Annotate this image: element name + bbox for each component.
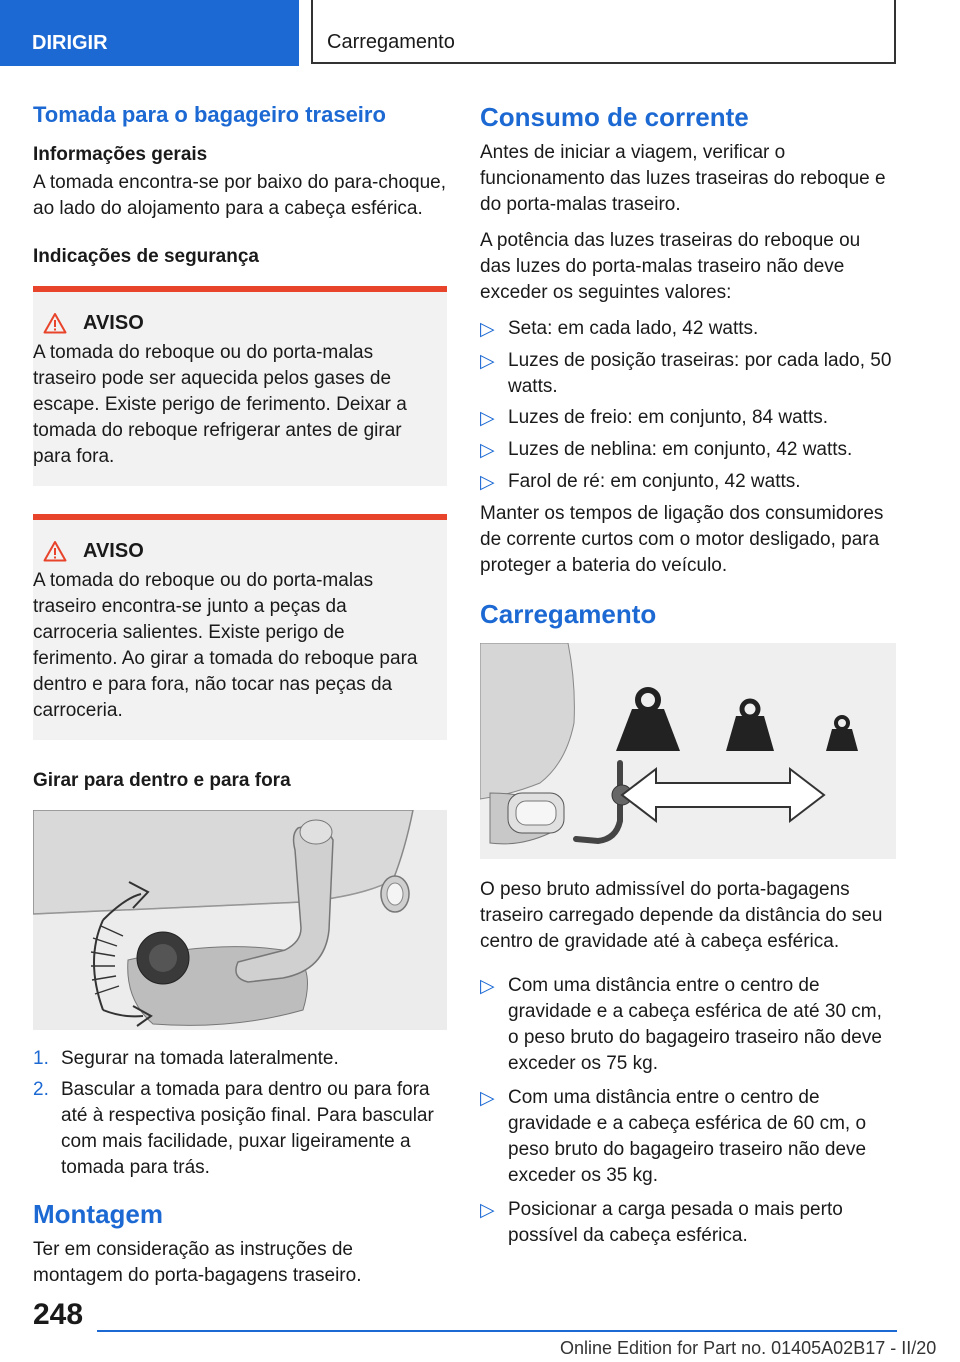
list-item: ▷ Luzes de neblina: em conjunto, 42 watts.	[480, 437, 896, 464]
bullet-triangle-icon: ▷	[480, 1200, 495, 1221]
warning-box	[33, 286, 447, 486]
warning-box	[33, 514, 447, 740]
warning-text: A tomada do reboque ou do porta-malas traseiro encontra-se junto a peças da carroceria salientes. Existe perigo de ferimento. Ao girar a tomada do reboque para dentro e para fora, não tocar nas peças da carroceria.	[33, 570, 418, 721]
edition-text: Online Edition for Part no. 01405A02B17 - II/20	[560, 1338, 937, 1358]
tow-socket-illustration	[33, 810, 447, 1030]
general-heading: Informações gerais	[33, 144, 208, 165]
bullet-triangle-icon: ▷	[480, 408, 495, 429]
section-tab: DIRIGIR	[0, 0, 299, 66]
list-item: ▷ Seta: em cada lado, 42 watts.	[480, 316, 896, 343]
list-item	[33, 1077, 447, 1181]
warning-icon	[43, 540, 67, 562]
list-item	[33, 1046, 447, 1072]
right-column	[480, 100, 896, 1254]
list-item: ▷ Luzes de freio: em conjunto, 84 watts.	[480, 405, 896, 432]
list-item: ▷ Posicionar a carga pesada o mais perto possível da cabeça esférica.	[480, 1197, 896, 1249]
warning-text: A tomada do reboque ou do porta-malas traseiro pode ser aquecida pelos gases de escape. Existe perigo de ferimento. Deixar a tomada do reboque refrigerar antes de girar para fora.	[33, 342, 407, 467]
steps-list	[33, 1046, 447, 1181]
consumption-heading: Consumo de corrente	[480, 102, 749, 132]
consumption-text: A potência das luzes traseiras do reboque ou das luzes do porta-malas traseiro não deve exceder os seguintes valores:	[480, 230, 861, 303]
list-item: ▷ Farol de ré: em conjunto, 42 watts.	[480, 469, 896, 496]
bullet-triangle-icon: ▷	[480, 319, 495, 340]
safety-heading: Indicações de segurança	[33, 246, 259, 267]
step-text: Segurar na tomada lateralmente.	[61, 1048, 339, 1069]
warning-title: AVISO	[83, 540, 144, 562]
bullet-triangle-icon: ▷	[480, 351, 495, 372]
bullet-triangle-icon: ▷	[480, 976, 495, 997]
loading-heading: Carregamento	[480, 599, 657, 629]
consumption-text: Manter os tempos de ligação dos consumidores de corrente curtos com o motor desligado, para proteger a bateria do veículo.	[480, 503, 884, 576]
turn-heading: Girar para dentro e para fora	[33, 770, 291, 791]
consumption-list	[480, 316, 896, 496]
step-text: Bascular a tomada para dentro ou para fora até à respectiva posição final. Para bascular com mais facilidade, puxar ligeiramente a tomada para trás.	[61, 1079, 434, 1178]
page-number: 248	[33, 1298, 84, 1331]
socket-title: Tomada para o bagageiro traseiro	[33, 102, 386, 127]
list-item: ▷ Com uma distância entre o centro de gravidade e a cabeça esférica de 60 cm, o peso bruto do bagageiro traseiro não deve exceder os 35 kg.	[480, 1085, 896, 1189]
loading-text: O peso bruto admissível do porta-bagagens traseiro carregado depende da distância do seu centro de gravidade até à cabeça esférica.	[480, 879, 883, 952]
footer-divider	[97, 1330, 897, 1332]
step-number: 2.	[33, 1079, 49, 1100]
bullet-triangle-icon: ▷	[480, 440, 495, 461]
consumption-text: Antes de iniciar a viagem, verificar o funcionamento das luzes traseiras do reboque e do porta-malas traseiro.	[480, 142, 886, 215]
general-text: A tomada encontra-se por baixo do para-choque, ao lado do alojamento para a cabeça esférica.	[33, 172, 446, 219]
load-distance-illustration	[480, 643, 896, 859]
warning-icon	[43, 312, 67, 334]
chapter-title: Carregamento	[311, 0, 896, 64]
list-item: ▷ Com uma distância entre o centro de gravidade e a cabeça esférica de até 30 cm, o peso bruto do bagageiro traseiro não deve exceder os 75 kg.	[480, 973, 896, 1077]
mount-heading: Montagem	[33, 1199, 163, 1229]
bullet-triangle-icon: ▷	[480, 472, 495, 493]
step-number: 1.	[33, 1048, 49, 1069]
left-column	[33, 100, 447, 1299]
mount-text: Ter em consideração as instruções de montagem do porta-bagagens traseiro.	[33, 1239, 362, 1286]
loading-list	[480, 973, 896, 1249]
warning-title: AVISO	[83, 312, 144, 334]
list-item: ▷ Luzes de posição traseiras: por cada lado, 50 watts.	[480, 348, 896, 400]
bullet-triangle-icon: ▷	[480, 1088, 495, 1109]
page-header	[0, 0, 960, 66]
